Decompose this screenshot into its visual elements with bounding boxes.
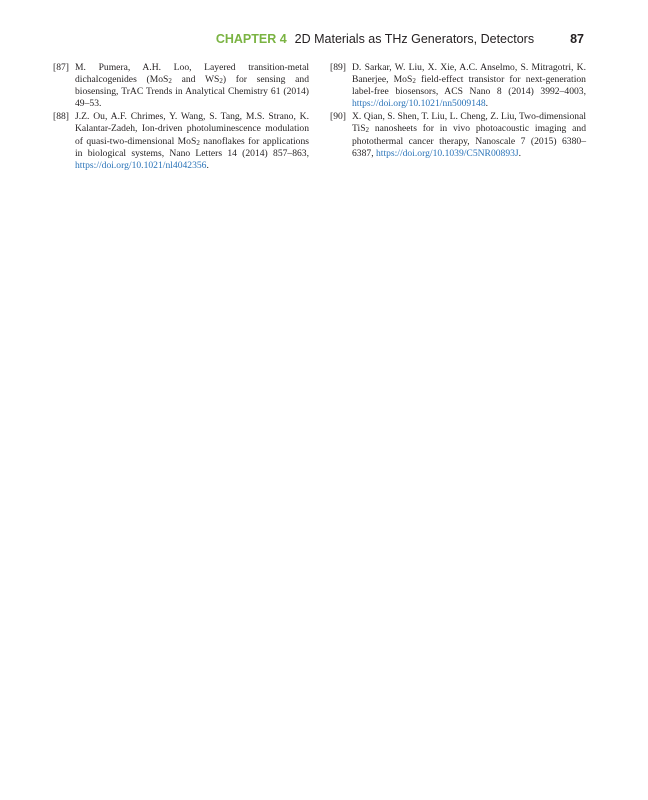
reference-number: [87] (53, 62, 69, 73)
reference-text-run: and WS (171, 74, 220, 86)
reference-item (53, 62, 309, 110)
reference-column-right (330, 62, 586, 173)
reference-text-run: . (206, 159, 209, 171)
reference-text-run: D. Sarkar, W. Liu, X. Xie, A.C. Anselmo, S. Mitragotri, K. Banerjee, MoS (352, 62, 586, 86)
reference-number: [89] (330, 62, 346, 73)
reference-number: [88] (53, 111, 69, 123)
chapter-title: 2D Materials as THz Generators, Detectors (294, 32, 535, 46)
chapter-label: CHAPTER 4 (215, 32, 287, 46)
subscript: 2 (412, 77, 416, 86)
reference-text-run: X. Qian, S. Shen, T. Liu, L. Cheng, Z. Liu, Two-dimensional TiS (352, 111, 586, 135)
reference-text-run: J.Z. Ou, A.F. Chrimes, Y. Wang, S. Tang, M.S. Strano, K. Kalantar-Zadeh, Ion-driven photoluminescence modulation of quasi-two-dimensional MoS (75, 111, 309, 147)
subscript: 2 (365, 126, 370, 135)
reference-text-run: nanoflakes for applications in biological systems, Nano Letters 14 (2014) 857–863, (75, 135, 309, 159)
reference-text (75, 111, 309, 171)
reference-text (75, 62, 309, 110)
doi-link[interactable]: https://doi.org/10.1021/nn5009148 (352, 98, 486, 110)
subscript: 2 (196, 138, 200, 147)
reference-item (330, 111, 586, 159)
doi-link[interactable]: https://doi.org/10.1021/nl4042356 (75, 159, 207, 171)
reference-text-run: . (518, 147, 522, 159)
doi-link[interactable]: https://doi.org/10.1039/C5NR00893J (375, 147, 519, 159)
reference-text-run: field-effect transistor for next-generation label-free biosensors, ACS Nano 8 (2014) 3992–4003, (352, 74, 586, 98)
reference-text-run: ) for sensing and biosensing, TrAC Trends in Analytical Chemistry 61 (2014) 49–53. (75, 74, 309, 110)
reference-text-run: M. Pumera, A.H. Loo, Layered transition-metal dichalcogenides (MoS (75, 62, 309, 86)
page-number: 87 (570, 32, 584, 46)
reference-number: [90] (330, 111, 346, 123)
reference-item (330, 62, 586, 110)
subscript: 2 (168, 77, 172, 86)
subscript: 2 (219, 77, 223, 86)
reference-text-run: nanosheets for in vivo photoacoustic imaging and photothermal cancer therapy, Nanoscale 7 (2015) 6380–6387, (352, 123, 586, 159)
running-header (60, 32, 584, 46)
reference-text (352, 111, 586, 159)
reference-text-run: . (485, 98, 489, 110)
reference-text (352, 62, 586, 110)
reference-column-left (53, 62, 309, 173)
reference-list (53, 62, 586, 173)
reference-item (53, 111, 309, 171)
